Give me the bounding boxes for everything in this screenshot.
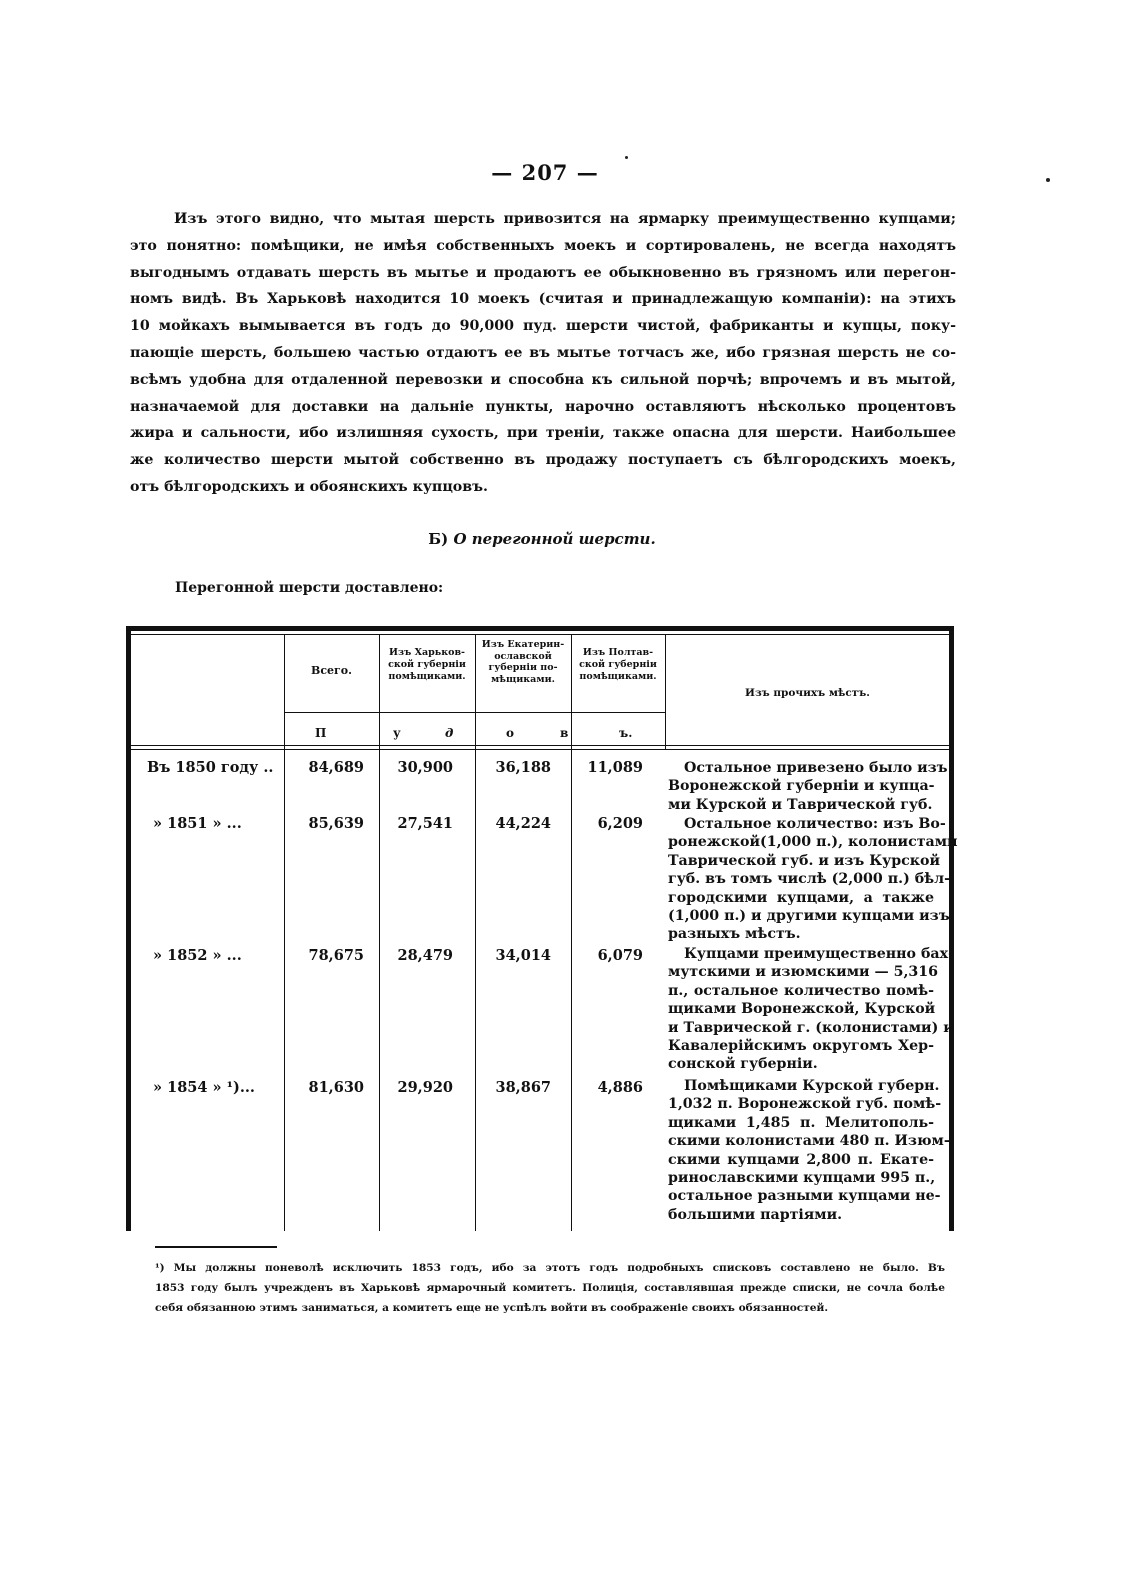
cell-other-note: Помѣщиками Курской губерн. 1,032 п. Воронежской губ. помѣ- щиками 1,485 п. Мелитополь- скими колонистами 480 п. Изюм- скими купцами 2,800 п. Екате- ринославскими купцами 995 п., остальное разными купцами не- большими партіями.: [668, 1078, 950, 1223]
cell-total: 84,689: [308, 759, 364, 776]
paragraph-line: отъ бѣлгородскихъ и обоянскихъ купцовъ.: [130, 478, 488, 495]
column-divider: [571, 635, 572, 1231]
unit-letter: д: [445, 726, 454, 740]
cell-poltava: 11,089: [587, 759, 643, 776]
row-year: » 1854 » ¹)...: [153, 1079, 255, 1096]
cell-other-note: Остальное привезено было изъ Воронежской губерніи и купца- ми Курской и Таврической губ.: [668, 760, 948, 813]
cell-poltava: 4,886: [597, 1079, 643, 1096]
paragraph-line: жира и сальности, ибо излишняя сухость, при треніи, также опасна для шерсти. Наибольшее: [130, 425, 956, 442]
paragraph-line: же количество шерсти мытой собственно въ продажу поступаетъ съ бѣлгородскихъ моекъ,: [130, 452, 956, 469]
cell-kharkov: 29,920: [397, 1079, 453, 1096]
header-total: Всего.: [311, 664, 352, 677]
column-divider: [379, 635, 380, 1231]
header-kharkov: Изъ Харьков- ской губерніи помѣщиками.: [388, 647, 466, 682]
row-year: » 1851 » ...: [153, 815, 242, 832]
footnote-line: 1853 году былъ учрежденъ въ Харьковѣ ярмарочный комитетъ. Полиція, составлявшая прежде списки, не сочла болѣе: [155, 1282, 945, 1294]
row-year: Въ 1850 году ..: [147, 759, 274, 776]
paragraph-line: Изъ этого видно, что мытая шерсть привозится на ярмарку преимущественно купцами;: [174, 211, 956, 227]
cell-kharkov: 27,541: [397, 815, 453, 832]
unit-letter: ъ.: [619, 726, 633, 740]
scan-speck: [1046, 178, 1050, 182]
table-intro: Перегонной шерсти доставлено:: [175, 580, 444, 596]
cell-ekaterinoslav: 34,014: [495, 947, 551, 964]
cell-total: 81,630: [308, 1079, 364, 1096]
cell-ekaterinoslav: 44,224: [495, 815, 551, 832]
paragraph-line: пающіе шерсть, большею частью отдаютъ ее въ мытье тотчасъ же, ибо грязная шерсть не со-: [130, 344, 956, 361]
paragraph-line: всѣмъ удобна для отдаленной перевозки и способна къ сильной порчѣ; впрочемъ и въ мытой,: [130, 371, 956, 388]
paragraph-line: номъ видѣ. Въ Харьковѣ находится 10 моекъ (считая и принадлежащую компаніи): на этихъ: [130, 291, 956, 308]
wool-table: [126, 626, 958, 1231]
header-bottom-line: [131, 745, 949, 746]
unit-letter: в: [560, 726, 569, 740]
column-divider: [475, 635, 476, 1231]
cell-total: 78,675: [308, 947, 364, 964]
unit-letter: о: [506, 726, 515, 740]
main-paragraph: [130, 206, 956, 501]
cell-ekaterinoslav: 38,867: [495, 1079, 551, 1096]
scan-speck: [625, 156, 628, 159]
cell-other-note: Остальное количество: изъ Во- ронежской(1,000 п.), колонистами Таврической губ. и изъ Курской губ. въ томъ числѣ (2,000 п.) бѣл- городскими купцами, а также (1,000 п.) и другими купцами изъ разныхъ мѣстъ.: [668, 816, 958, 943]
unit-letter: П: [315, 726, 327, 740]
cell-kharkov: 28,479: [397, 947, 453, 964]
header-bottom-line: [131, 749, 949, 750]
section-prefix: Б): [428, 530, 449, 548]
cell-ekaterinoslav: 36,188: [495, 759, 551, 776]
section-heading: [0, 530, 1084, 548]
header-poltava: Изъ Полтав- ской губерніи помѣщиками.: [579, 647, 657, 682]
footnote: [155, 1258, 945, 1318]
paragraph-line: 10 мойкахъ вымывается въ годъ до 90,000 пуд. шерсти чистой, фабриканты и купцы, поку-: [130, 318, 956, 335]
paragraph-line: это понятно: помѣщики, не имѣя собственныхъ моекъ и сортировалень, не всегда находятъ: [130, 237, 956, 254]
cell-total: 85,639: [308, 815, 364, 832]
section-title: О перегонной шерсти.: [453, 530, 656, 548]
footnote-rule: [155, 1246, 277, 1248]
footnote-line: ¹) Мы должны поневолѣ исключить 1853 годъ, ибо за этотъ годъ подробныхъ списковъ составлено не было. Въ: [155, 1262, 945, 1274]
paragraph-line: выгоднымъ отдавать шерсть въ мытье и продаютъ ее обыкновенно въ грязномъ или перегон-: [130, 264, 956, 281]
cell-poltava: 6,209: [597, 815, 643, 832]
cell-other-note: Купцами преимущественно бах- мутскими и изюмскими — 5,316 п., остальное количество помѣ- щиками Воронежской, Курской и Таврической г. (колонистами) и Кавалерійскимъ округомъ Хер- сонской губерніи.: [668, 946, 954, 1073]
column-divider: [284, 635, 285, 1231]
unit-row-divider: [284, 712, 666, 713]
paragraph-line: назначаемой для доставки на дальніе пункты, нарочно оставляютъ нѣсколько процентовъ: [130, 398, 956, 415]
page-number: — 207 —: [491, 160, 599, 185]
header-ekaterinoslav: Изъ Екатерин- ославской губерніи по- мѣщиками.: [481, 639, 565, 685]
cell-poltava: 6,079: [597, 947, 643, 964]
unit-letter: у: [393, 726, 401, 740]
header-other: Изъ прочихъ мѣстъ.: [745, 687, 870, 699]
footnote-line: себя обязанною этимъ заниматься, а комитетъ еще не успѣлъ войти въ соображеніе своихъ обязанностей.: [155, 1302, 829, 1314]
cell-kharkov: 30,900: [397, 759, 453, 776]
row-year: » 1852 » ...: [153, 947, 242, 964]
